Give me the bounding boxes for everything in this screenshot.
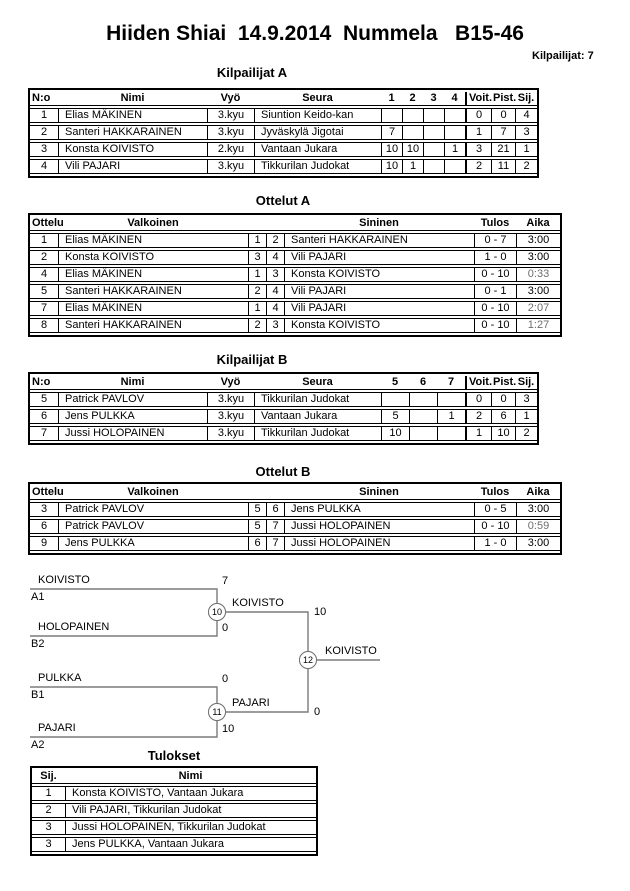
cell-white_no: 1 xyxy=(248,267,266,282)
cell-blue_no: 3 xyxy=(266,318,284,333)
table-row xyxy=(30,301,560,316)
cell-sij: 2 xyxy=(32,803,65,818)
cell-pist: 6 xyxy=(491,409,515,424)
cell-scores-1 xyxy=(409,426,437,441)
cell-white_no: 3 xyxy=(248,250,266,265)
table-row xyxy=(30,250,560,265)
cell-scores-3 xyxy=(444,159,465,174)
cell-blue: Jussi HOLOPAINEN xyxy=(284,519,474,534)
col-header-white-no xyxy=(248,486,266,500)
col-header-name: Nimi xyxy=(58,92,207,106)
table-row xyxy=(32,837,316,852)
bracket-entrant-name: KOIVISTO xyxy=(38,574,90,586)
cell-belt: 3.kyu xyxy=(207,409,254,424)
table-row xyxy=(30,125,537,140)
cell-scores-1: 10 xyxy=(402,142,423,157)
cell-sij: 1 xyxy=(32,786,65,801)
cell-result: 0 - 10 xyxy=(474,301,516,316)
cell-scores-0: 10 xyxy=(381,142,402,157)
bracket-winner-score: 10 xyxy=(314,606,327,618)
cell-match: 8 xyxy=(30,318,58,333)
matches-a-table xyxy=(28,213,562,337)
col-header-blue-no xyxy=(266,486,284,500)
bracket-entrant-name: HOLOPAINEN xyxy=(38,621,110,633)
cell-blue: Jens PULKKA xyxy=(284,502,474,517)
cell-match: 4 xyxy=(30,267,58,282)
bracket-match-number: 10 xyxy=(208,603,226,621)
table-header-row xyxy=(30,92,537,106)
col-header-blue: Sininen xyxy=(284,217,474,231)
cell-scores-1: 1 xyxy=(402,159,423,174)
cell-white: Konsta KOIVISTO xyxy=(58,250,248,265)
bracket-match-number: 12 xyxy=(299,651,317,669)
cell-scores-2 xyxy=(437,426,465,441)
cell-blue_no: 2 xyxy=(266,233,284,248)
cell-pist: 0 xyxy=(491,108,515,123)
cell-blue: Vili PAJARI xyxy=(284,301,474,316)
col-header-4: 4 xyxy=(444,92,465,106)
col-header-white: Valkoinen xyxy=(58,486,248,500)
bracket-champion-name: KOIVISTO xyxy=(325,645,377,657)
cell-time: 3:00 xyxy=(516,284,560,299)
cell-scores-1 xyxy=(402,108,423,123)
matches-b-heading: Ottelut B xyxy=(255,464,311,479)
cell-sij: 4 xyxy=(515,108,537,123)
table-row xyxy=(30,409,537,424)
col-header-blue: Sininen xyxy=(284,486,474,500)
cell-white: Patrick PAVLOV xyxy=(58,519,248,534)
cell-white_no: 5 xyxy=(248,502,266,517)
cell-blue: Jussi HOLOPAINEN xyxy=(284,536,474,551)
cell-voit: 2 xyxy=(465,159,491,174)
cell-belt: 3.kyu xyxy=(207,392,254,407)
cell-white_no: 2 xyxy=(248,318,266,333)
cell-blue: Konsta KOIVISTO xyxy=(284,267,474,282)
cell-result: 0 - 10 xyxy=(474,519,516,534)
bracket-entrant-score: 10 xyxy=(222,723,235,735)
cell-scores-3 xyxy=(444,125,465,140)
finals-bracket xyxy=(0,565,630,775)
cell-time: 3:00 xyxy=(516,502,560,517)
cell-blue_no: 4 xyxy=(266,250,284,265)
cell-white: Jens PULKKA xyxy=(58,536,248,551)
cell-club: Vantaan Jukara xyxy=(254,409,381,424)
cell-sij: 1 xyxy=(515,409,537,424)
col-header-7: 7 xyxy=(437,376,465,390)
cell-time: 1:27 xyxy=(516,318,560,333)
cell-scores-0: 10 xyxy=(381,426,409,441)
col-header-match: Ottelu xyxy=(32,217,64,229)
cell-name: Jens PULKKA, Vantaan Jukara xyxy=(65,837,316,852)
col-header-place: Sij. xyxy=(32,770,65,784)
bracket-entrant-score: 0 xyxy=(222,622,229,634)
cell-name: Jussi HOLOPAINEN, Tikkurilan Judokat xyxy=(65,820,316,835)
col-header-points: Pist. xyxy=(493,376,517,388)
table-row xyxy=(30,318,560,333)
table-row xyxy=(30,108,537,123)
cell-result: 0 - 10 xyxy=(474,318,516,333)
cell-name: Elias MÄKINEN xyxy=(58,108,207,123)
cell-time: 3:00 xyxy=(516,250,560,265)
results-heading: Tulokset xyxy=(147,748,201,763)
bracket-entrant-name: PAJARI xyxy=(38,722,76,734)
cell-white: Patrick PAVLOV xyxy=(58,502,248,517)
cell-white: Santeri HAKKARAINEN xyxy=(58,284,248,299)
cell-blue_no: 4 xyxy=(266,284,284,299)
table-header-row xyxy=(32,770,316,784)
cell-scores-0 xyxy=(381,392,409,407)
col-header-place: Sij. xyxy=(515,376,537,390)
bracket-match-number: 11 xyxy=(208,703,226,721)
cell-match: 2 xyxy=(30,250,58,265)
cell-name: Konsta KOIVISTO, Vantaan Jukara xyxy=(65,786,316,801)
col-header-place: Sij. xyxy=(515,92,537,106)
col-header-5: 5 xyxy=(381,376,409,390)
col-header-name: Nimi xyxy=(65,770,316,784)
cell-scores-0: 5 xyxy=(381,409,409,424)
cell-voit: 1 xyxy=(465,125,491,140)
col-header-6: 6 xyxy=(409,376,437,390)
cell-blue_no: 6 xyxy=(266,502,284,517)
table-row xyxy=(30,233,560,248)
cell-belt: 3.kyu xyxy=(207,426,254,441)
cell-result: 0 - 7 xyxy=(474,233,516,248)
table-row xyxy=(30,267,560,282)
cell-club: Vantaan Jukara xyxy=(254,142,381,157)
bracket-entrant-seed: A1 xyxy=(31,591,45,603)
cell-result: 1 - 0 xyxy=(474,250,516,265)
cell-blue: Konsta KOIVISTO xyxy=(284,318,474,333)
cell-time: 2:07 xyxy=(516,301,560,316)
cell-scores-2: 1 xyxy=(437,409,465,424)
col-header-belt: Vyö xyxy=(207,376,254,390)
cell-match: 5 xyxy=(30,284,58,299)
cell-club: Tikkurilan Judokat xyxy=(254,159,381,174)
table-header-row xyxy=(30,486,560,500)
cell-result: 0 - 10 xyxy=(474,267,516,282)
table-row xyxy=(32,786,316,801)
cell-time: 3:00 xyxy=(516,233,560,248)
col-header-no: N:o xyxy=(30,92,58,106)
cell-belt: 3.kyu xyxy=(207,125,254,140)
col-header-result: Tulos xyxy=(474,486,516,500)
cell-sij: 3 xyxy=(32,820,65,835)
bracket-winner-score: 0 xyxy=(314,706,321,718)
table-row xyxy=(30,426,537,441)
cell-no: 1 xyxy=(30,108,58,123)
col-header-2: 2 xyxy=(402,92,423,106)
pool-a-table xyxy=(28,88,539,178)
table-row xyxy=(30,159,537,174)
cell-scores-0: 7 xyxy=(381,125,402,140)
cell-white: Santeri HAKKARAINEN xyxy=(58,318,248,333)
col-header-points: Pist. xyxy=(493,92,517,104)
pool-a-heading: Kilpailijat A xyxy=(216,65,288,80)
table-row xyxy=(30,536,560,551)
col-header-wins: Voit. xyxy=(465,376,491,390)
cell-result: 0 - 1 xyxy=(474,284,516,299)
cell-scores-0 xyxy=(381,108,402,123)
col-header-wins: Voit. xyxy=(465,92,491,106)
cell-club: Tikkurilan Judokat xyxy=(254,392,381,407)
bracket-entrant-score: 7 xyxy=(222,575,229,587)
cell-sij: 2 xyxy=(515,426,537,441)
col-header-time: Aika xyxy=(516,217,560,231)
table-row xyxy=(30,502,560,517)
bracket-entrant-seed: A2 xyxy=(31,739,45,751)
cell-sij: 3 xyxy=(32,837,65,852)
cell-blue_no: 4 xyxy=(266,301,284,316)
cell-pist: 7 xyxy=(491,125,515,140)
col-header-no: N:o xyxy=(30,376,58,390)
cell-name: Patrick PAVLOV xyxy=(58,392,207,407)
cell-time: 3:00 xyxy=(516,536,560,551)
cell-white_no: 2 xyxy=(248,284,266,299)
cell-sij: 2 xyxy=(515,159,537,174)
cell-no: 7 xyxy=(30,426,58,441)
cell-club: Jyväskylä Jigotai xyxy=(254,125,381,140)
matches-a-heading: Ottelut A xyxy=(255,193,311,208)
bracket-entrant-seed: B2 xyxy=(31,638,45,650)
cell-scores-1 xyxy=(409,392,437,407)
col-header-3: 3 xyxy=(423,92,444,106)
bracket-entrant-name: PULKKA xyxy=(38,672,82,684)
cell-voit: 2 xyxy=(465,409,491,424)
cell-time: 0:33 xyxy=(516,267,560,282)
cell-scores-3: 1 xyxy=(444,142,465,157)
col-header-white: Valkoinen xyxy=(58,217,248,231)
cell-match: 9 xyxy=(30,536,58,551)
cell-name: Vili PAJARI, Tikkurilan Judokat xyxy=(65,803,316,818)
col-header-match: Ottelu xyxy=(32,486,64,498)
cell-no: 5 xyxy=(30,392,58,407)
table-row xyxy=(30,392,537,407)
col-header-belt: Vyö xyxy=(207,92,254,106)
cell-no: 6 xyxy=(30,409,58,424)
cell-blue_no: 7 xyxy=(266,536,284,551)
matches-b-table xyxy=(28,482,562,555)
table-row xyxy=(32,820,316,835)
cell-pist: 21 xyxy=(491,142,515,157)
cell-white: Elias MÄKINEN xyxy=(58,233,248,248)
cell-scores-3 xyxy=(444,108,465,123)
pool-b-heading: Kilpailijat B xyxy=(216,352,288,367)
bracket-winner-name: KOIVISTO xyxy=(232,597,284,609)
cell-white_no: 1 xyxy=(248,233,266,248)
table-header-row xyxy=(30,376,537,390)
cell-club: Siuntion Keido-kan xyxy=(254,108,381,123)
bracket-winner-name: PAJARI xyxy=(232,697,270,709)
col-header-time: Aika xyxy=(516,486,560,500)
results-table xyxy=(30,766,318,856)
cell-belt: 2.kyu xyxy=(207,142,254,157)
cell-voit: 0 xyxy=(465,392,491,407)
cell-blue: Vili PAJARI xyxy=(284,250,474,265)
cell-scores-2 xyxy=(423,142,444,157)
cell-match: 7 xyxy=(30,301,58,316)
cell-pist: 11 xyxy=(491,159,515,174)
table-header-row xyxy=(30,217,560,231)
cell-sij: 1 xyxy=(515,142,537,157)
cell-white: Elias MÄKINEN xyxy=(58,301,248,316)
cell-no: 4 xyxy=(30,159,58,174)
cell-name: Jens PULKKA xyxy=(58,409,207,424)
cell-pist: 10 xyxy=(491,426,515,441)
competitors-count: Kilpailijat: 7 xyxy=(532,50,594,62)
table-row xyxy=(30,142,537,157)
cell-scores-1 xyxy=(409,409,437,424)
col-header-result: Tulos xyxy=(474,217,516,231)
cell-scores-2 xyxy=(437,392,465,407)
cell-name: Vili PAJARI xyxy=(58,159,207,174)
cell-sij: 3 xyxy=(515,125,537,140)
table-row xyxy=(32,803,316,818)
pool-b-table xyxy=(28,372,539,445)
cell-no: 2 xyxy=(30,125,58,140)
cell-sij: 3 xyxy=(515,392,537,407)
cell-blue_no: 7 xyxy=(266,519,284,534)
cell-scores-0: 10 xyxy=(381,159,402,174)
cell-white_no: 1 xyxy=(248,301,266,316)
cell-white: Elias MÄKINEN xyxy=(58,267,248,282)
cell-scores-1 xyxy=(402,125,423,140)
cell-voit: 0 xyxy=(465,108,491,123)
cell-result: 1 - 0 xyxy=(474,536,516,551)
cell-white_no: 6 xyxy=(248,536,266,551)
cell-time: 0:59 xyxy=(516,519,560,534)
cell-pist: 0 xyxy=(491,392,515,407)
cell-white_no: 5 xyxy=(248,519,266,534)
cell-scores-2 xyxy=(423,108,444,123)
bracket-entrant-seed: B1 xyxy=(31,689,45,701)
cell-name: Konsta KOIVISTO xyxy=(58,142,207,157)
col-header-1: 1 xyxy=(381,92,402,106)
col-header-name: Nimi xyxy=(58,376,207,390)
col-header-blue-no xyxy=(266,217,284,231)
col-header-white-no xyxy=(248,217,266,231)
cell-result: 0 - 5 xyxy=(474,502,516,517)
cell-match: 1 xyxy=(30,233,58,248)
cell-match: 3 xyxy=(30,502,58,517)
cell-club: Tikkurilan Judokat xyxy=(254,426,381,441)
page-title: Hiiden Shiai 14.9.2014 Nummela B15-46 xyxy=(106,22,524,45)
cell-blue: Santeri HAKKARAINEN xyxy=(284,233,474,248)
cell-name: Santeri HAKKARAINEN xyxy=(58,125,207,140)
cell-voit: 3 xyxy=(465,142,491,157)
cell-belt: 3.kyu xyxy=(207,108,254,123)
cell-scores-2 xyxy=(423,125,444,140)
table-row xyxy=(30,284,560,299)
cell-no: 3 xyxy=(30,142,58,157)
cell-voit: 1 xyxy=(465,426,491,441)
col-header-club: Seura xyxy=(254,376,381,390)
cell-name: Jussi HOLOPAINEN xyxy=(58,426,207,441)
cell-match: 6 xyxy=(30,519,58,534)
cell-scores-2 xyxy=(423,159,444,174)
cell-blue_no: 3 xyxy=(266,267,284,282)
cell-belt: 3.kyu xyxy=(207,159,254,174)
table-row xyxy=(30,519,560,534)
cell-blue: Vili PAJARI xyxy=(284,284,474,299)
bracket-lines xyxy=(0,565,630,775)
bracket-entrant-score: 0 xyxy=(222,673,229,685)
col-header-club: Seura xyxy=(254,92,381,106)
